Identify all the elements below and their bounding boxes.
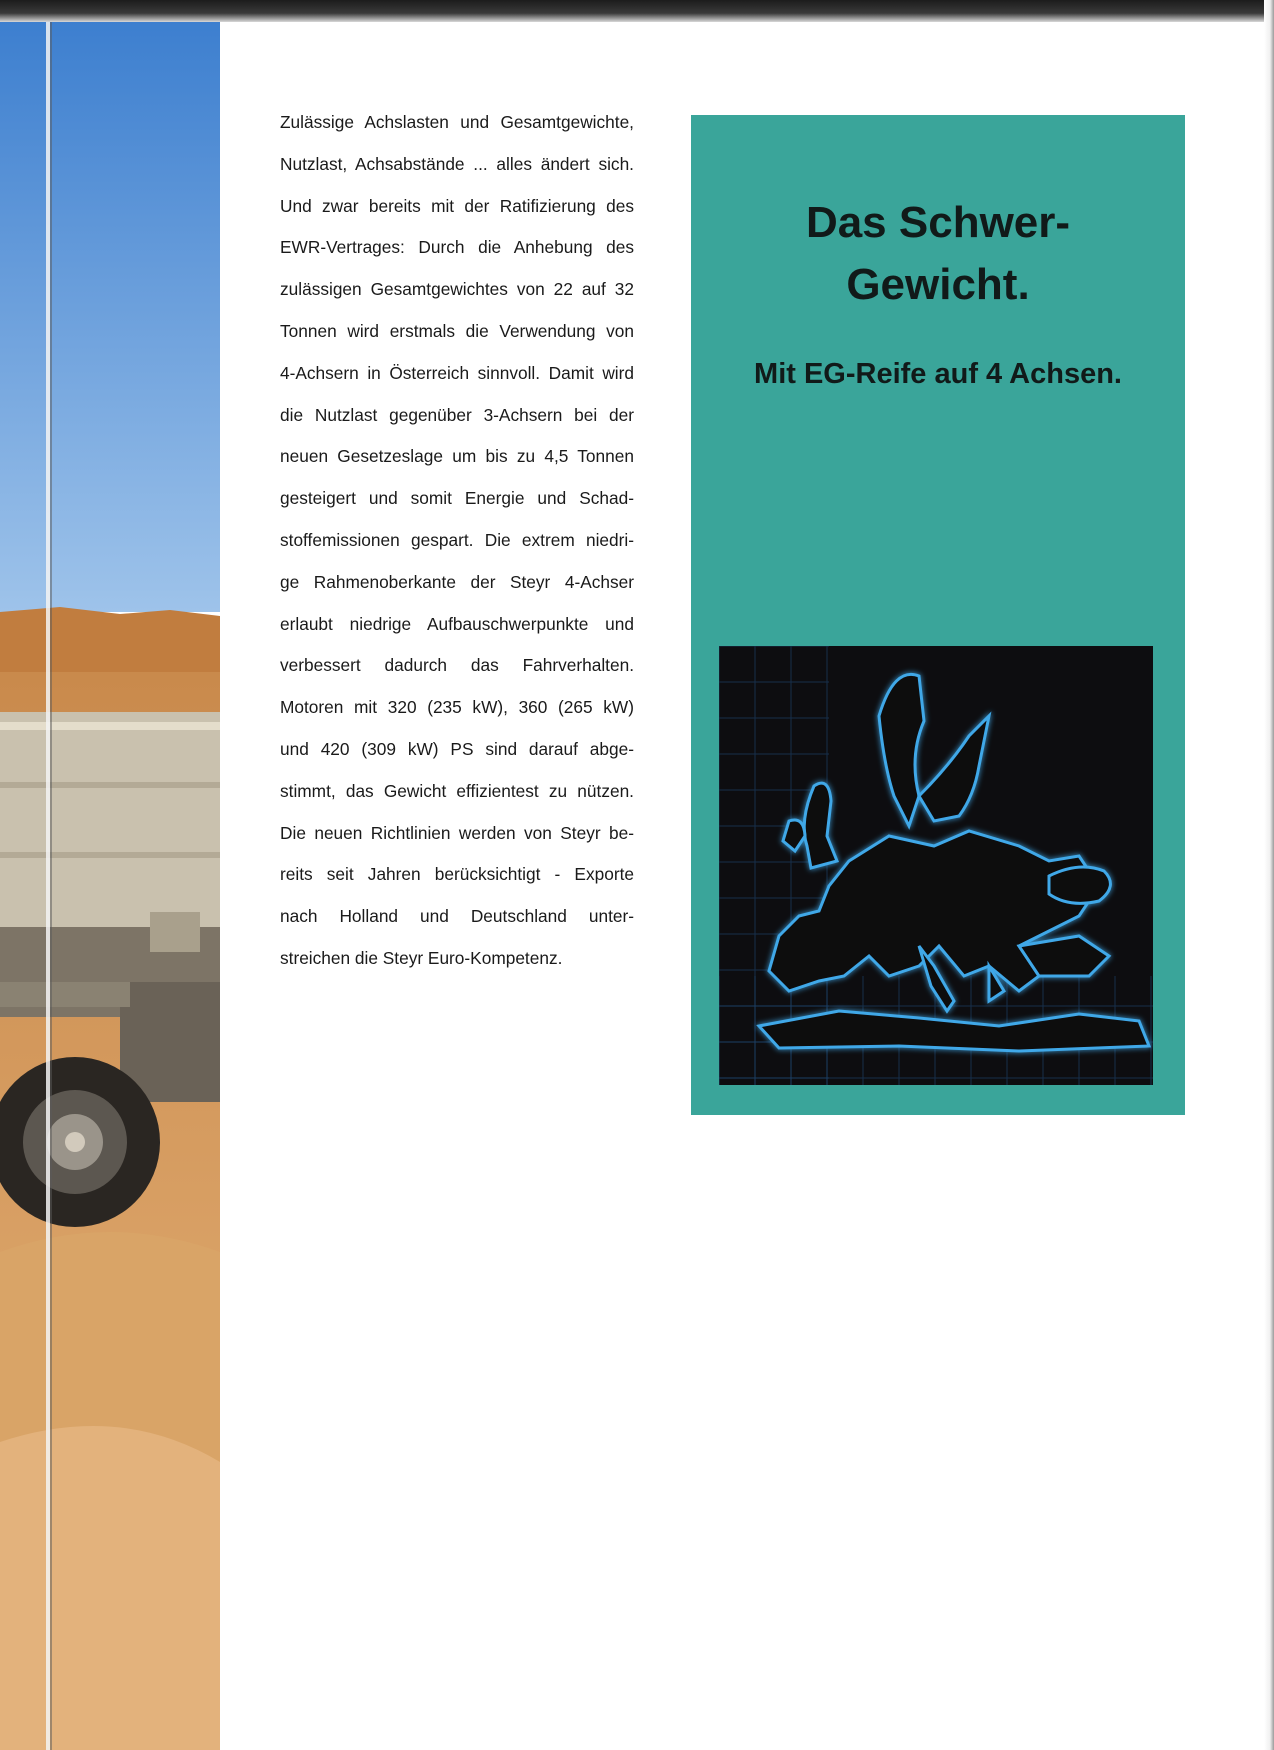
body-text-line: gesteigert und somit Energie und Schad- <box>280 488 634 508</box>
headline-line-1: Das Schwer- <box>805 198 1071 247</box>
truck-photo <box>0 22 220 1750</box>
body-text-line: verbessert dadurch das Fahrverhalten. <box>280 655 634 675</box>
body-text-line: streichen die Steyr Euro-Kompetenz. <box>280 948 563 968</box>
teal-info-panel <box>691 115 1185 1115</box>
body-text-line: und 420 (309 kW) PS sind darauf abge- <box>280 739 634 759</box>
body-text-line: Tonnen wird erstmals die Verwendung von <box>280 321 634 341</box>
body-text-line: reits seit Jahren berücksichtigt - Exporte <box>280 864 634 884</box>
body-text-line: stoffemissionen gespart. Die extrem niedri- <box>280 530 634 550</box>
body-text-line: Zulässige Achslasten und Gesamtgewichte, <box>280 112 634 132</box>
body-text-line: nach Holland und Deutschland unter- <box>280 906 634 926</box>
body-text-line: neuen Gesetzeslage um bis zu 4,5 Tonnen <box>280 446 634 466</box>
body-text-line: Motoren mit 320 (235 kW), 360 (265 kW) <box>280 697 634 717</box>
scan-right-edge <box>1264 0 1274 1750</box>
body-text-line: die Nutzlast gegenüber 3-Achsern bei der <box>280 405 634 425</box>
panel-headline <box>691 192 1185 316</box>
scan-top-edge <box>0 0 1274 22</box>
panel-subhead: Mit EG-Reife auf 4 Achsen. <box>754 358 1122 390</box>
body-text-line: EWR-Vertrages: Durch die Anhebung des <box>280 237 634 257</box>
body-text-line: Und zwar bereits mit der Ratifizierung des <box>280 196 634 216</box>
body-text-line: erlaubt niedrige Aufbauschwerpunkte und <box>280 614 634 634</box>
headline-line-2: Gewicht. <box>846 260 1030 309</box>
body-text-line: ge Rahmenoberkante der Steyr 4-Achser <box>280 572 634 592</box>
body-text-line: Die neuen Richtlinien werden von Steyr be- <box>280 823 634 843</box>
body-text-line: 4-Achsern in Österreich sinnvoll. Damit wird <box>280 363 634 383</box>
body-text-line: zulässigen Gesamtgewichtes von 22 auf 32 <box>280 279 634 299</box>
europe-map <box>719 646 1153 1085</box>
body-text-line: Nutzlast, Achsabstände ... alles ändert sich. <box>280 154 634 174</box>
body-text-line: stimmt, das Gewicht effizientest zu nützen. <box>280 781 634 801</box>
